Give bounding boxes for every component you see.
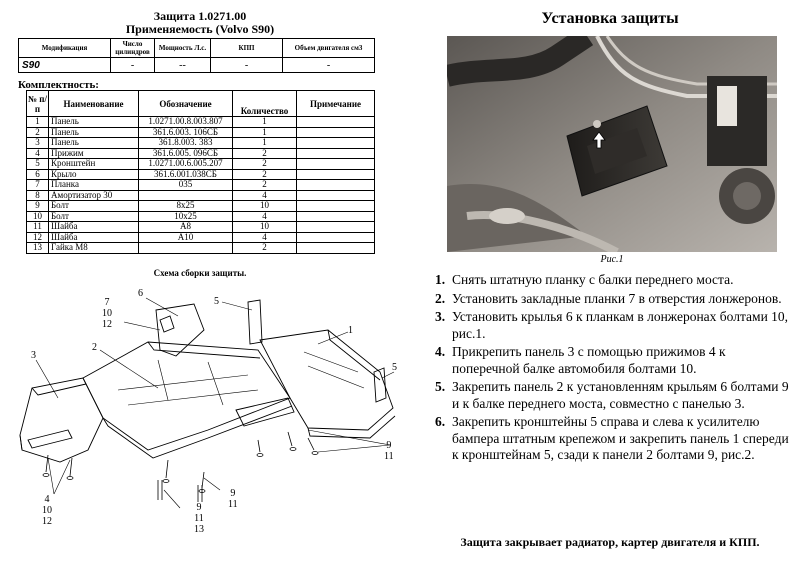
- parts-cell-name: Крыло: [49, 169, 139, 180]
- callout-9-11-right: 9 11: [384, 440, 394, 462]
- parts-row: [27, 201, 375, 212]
- parts-row: [27, 180, 375, 191]
- installation-steps: [435, 272, 795, 466]
- parts-cell-designation: [139, 243, 233, 254]
- callout-5-top: 5: [214, 296, 219, 307]
- scheme-caption: Схема сборки защиты.: [153, 268, 247, 278]
- parts-cell-note: [297, 222, 375, 233]
- parts-cell-designation: 1.0271.00.8.003.807: [139, 117, 233, 128]
- parts-cell-note: [297, 211, 375, 222]
- parts-cell-no: 12: [27, 232, 49, 243]
- installation-step: [435, 291, 795, 308]
- installation-step: [435, 272, 795, 289]
- installation-step: [435, 309, 795, 342]
- parts-cell-designation: 10х25: [139, 211, 233, 222]
- parts-cell-quantity: 1: [233, 138, 297, 149]
- parts-row: [27, 211, 375, 222]
- parts-cell-quantity: 2: [233, 148, 297, 159]
- parts-header-quantity: Количество: [233, 91, 297, 117]
- parts-cell-no: 3: [27, 138, 49, 149]
- parts-cell-name: Болт: [49, 201, 139, 212]
- bracket-5-top-shape: [248, 300, 262, 344]
- mod-header-modification: Модификация: [19, 39, 111, 58]
- clamp-4-shape: [28, 430, 72, 448]
- parts-cell-designation: 035: [139, 180, 233, 191]
- step-text: Прикрепить панель 3 с помощью прижимов 4 к поперечной балке автомобиля болтами 10.: [452, 344, 726, 376]
- parts-row: [27, 127, 375, 138]
- parts-header-name: Наименование: [49, 91, 139, 117]
- parts-cell-quantity: 4: [233, 190, 297, 201]
- parts-cell-note: [297, 201, 375, 212]
- mod-header-gearbox: КПП: [211, 39, 283, 58]
- installation-step: [435, 344, 795, 377]
- parts-row: [27, 148, 375, 159]
- parts-cell-no: 7: [27, 180, 49, 191]
- step-number: 2.: [435, 290, 446, 306]
- parts-cell-note: [297, 243, 375, 254]
- callout-2: 2: [92, 342, 97, 353]
- parts-cell-note: [297, 190, 375, 201]
- photo-drawing: [447, 36, 777, 252]
- parts-cell-note: [297, 117, 375, 128]
- callout-9-11-center: 9 11: [228, 488, 238, 510]
- mod-cell-cylinders: -: [111, 58, 155, 73]
- parts-row: [27, 222, 375, 233]
- parts-cell-no: 6: [27, 169, 49, 180]
- parts-cell-quantity: 1: [233, 117, 297, 128]
- callout-3: 3: [31, 350, 36, 361]
- parts-cell-name: Панель: [49, 138, 139, 149]
- parts-cell-note: [297, 180, 375, 191]
- parts-cell-no: 13: [27, 243, 49, 254]
- parts-cell-quantity: 2: [233, 169, 297, 180]
- parts-row: [27, 169, 375, 180]
- parts-cell-designation: 361.8.003. 383: [139, 138, 233, 149]
- parts-cell-designation: 8х25: [139, 201, 233, 212]
- parts-cell-quantity: 4: [233, 211, 297, 222]
- installation-step: [435, 414, 795, 464]
- parts-cell-name: Болт: [49, 211, 139, 222]
- callout-4-10-12: 4 10 12: [42, 494, 52, 527]
- modification-table: [18, 38, 375, 73]
- mod-header-power: Мощность Л.с.: [155, 39, 211, 58]
- step-number: 5.: [435, 379, 446, 394]
- parts-cell-quantity: 10: [233, 222, 297, 233]
- parts-cell-designation: А8: [139, 222, 233, 233]
- mod-header-volume: Объем двигателя см3: [283, 39, 375, 58]
- callout-7-10-12: 7 10 12: [102, 297, 112, 330]
- mod-cell-power: --: [155, 58, 211, 73]
- parts-cell-designation: 361.6.003. 106СБ: [139, 127, 233, 138]
- parts-cell-designation: 1.0271.00.6.005.207: [139, 159, 233, 170]
- callout-5-right: 5: [392, 362, 397, 373]
- step-number: 4.: [435, 344, 446, 359]
- parts-cell-designation: А10: [139, 232, 233, 243]
- installation-photo: [447, 36, 777, 252]
- parts-cell-no: 5: [27, 159, 49, 170]
- mod-header-cylinders: Число цилиндров: [111, 39, 155, 58]
- step-text: Закрепить панель 2 к установленням крыльям 6 болтами 9 и к балке переднего моста, совместно с панелью 3.: [452, 379, 789, 411]
- document-title: Защита 1.0271.00: [153, 9, 247, 23]
- parts-cell-no: 10: [27, 211, 49, 222]
- parts-header-note: Примечание: [297, 91, 375, 117]
- parts-cell-note: [297, 138, 375, 149]
- mod-cell-name: S90: [19, 58, 111, 73]
- parts-cell-quantity: 2: [233, 180, 297, 191]
- kit-label: Комплектность:: [18, 79, 99, 91]
- parts-cell-name: Гайка М8: [49, 243, 139, 254]
- parts-row: [27, 117, 375, 128]
- parts-cell-name: Шайба: [49, 222, 139, 233]
- footer-note: Защита закрывает радиатор, картер двигателя и КПП.: [460, 535, 760, 549]
- parts-cell-no: 8: [27, 190, 49, 201]
- callout-6: 6: [138, 288, 143, 299]
- callout-9-11-13: 9 11 13: [194, 502, 204, 535]
- step-text: Установить крылья 6 к планкам в лонжеронах болтами 10, рис.1.: [452, 309, 789, 341]
- parts-cell-name: Амортизатор 30: [49, 190, 139, 201]
- parts-cell-quantity: 10: [233, 201, 297, 212]
- parts-cell-name: Планка: [49, 180, 139, 191]
- panel-3-shape: [20, 378, 103, 462]
- parts-cell-designation: 361.6.001.038СБ: [139, 169, 233, 180]
- parts-cell-name: Кронштейн: [49, 159, 139, 170]
- step-number: 6.: [435, 414, 446, 429]
- parts-row: [27, 232, 375, 243]
- parts-cell-no: 11: [27, 222, 49, 233]
- step-text: Снять штатную планку с балки переднего моста.: [452, 272, 734, 287]
- parts-cell-note: [297, 232, 375, 243]
- parts-cell-no: 1: [27, 117, 49, 128]
- mod-cell-volume: -: [283, 58, 375, 73]
- parts-cell-designation: 361.6.005. 096СБ: [139, 148, 233, 159]
- step-number: 1.: [435, 272, 446, 287]
- step-number: 3.: [435, 309, 446, 324]
- parts-cell-name: Панель: [49, 127, 139, 138]
- parts-cell-quantity: 1: [233, 127, 297, 138]
- parts-cell-note: [297, 148, 375, 159]
- parts-cell-note: [297, 159, 375, 170]
- step-text: Установить закладные планки 7 в отверстия лонжеронов.: [452, 290, 782, 306]
- parts-header-no: № п/п: [27, 91, 49, 117]
- step-text: Закрепить кронштейны 5 справа и слева к усилителю бамперa штатным крепежом и закрепить панель 1 спереди к кронштейнам 5, сзади к панели 2 болтами 9, рис.2.: [452, 414, 789, 462]
- parts-cell-note: [297, 169, 375, 180]
- parts-cell-name: Панель: [49, 117, 139, 128]
- parts-cell-no: 4: [27, 148, 49, 159]
- parts-cell-designation: [139, 190, 233, 201]
- parts-cell-quantity: 2: [233, 243, 297, 254]
- parts-row: [27, 138, 375, 149]
- parts-cell-no: 9: [27, 201, 49, 212]
- wing-6b-shape: [236, 398, 294, 426]
- parts-cell-quantity: 4: [233, 232, 297, 243]
- assembly-diagram: [8, 280, 400, 565]
- parts-row: [27, 243, 375, 254]
- panel-1-shape: [260, 330, 393, 430]
- parts-cell-name: Прижим: [49, 148, 139, 159]
- parts-cell-note: [297, 127, 375, 138]
- parts-cell-name: Шайба: [49, 232, 139, 243]
- applicability-line: Применяемость (Volvo S90): [125, 22, 275, 36]
- installation-title: Установка защиты: [541, 10, 679, 27]
- assembly-drawing: [8, 280, 400, 565]
- photo-caption: Рис.1: [600, 254, 624, 265]
- callout-1: 1: [348, 325, 353, 336]
- mod-cell-gearbox: -: [211, 58, 283, 73]
- parts-row: [27, 159, 375, 170]
- parts-row: [27, 190, 375, 201]
- parts-table: [26, 90, 375, 254]
- parts-cell-no: 2: [27, 127, 49, 138]
- parts-cell-quantity: 2: [233, 159, 297, 170]
- installation-step: [435, 379, 795, 412]
- parts-header-designation: Обозначение: [139, 91, 233, 117]
